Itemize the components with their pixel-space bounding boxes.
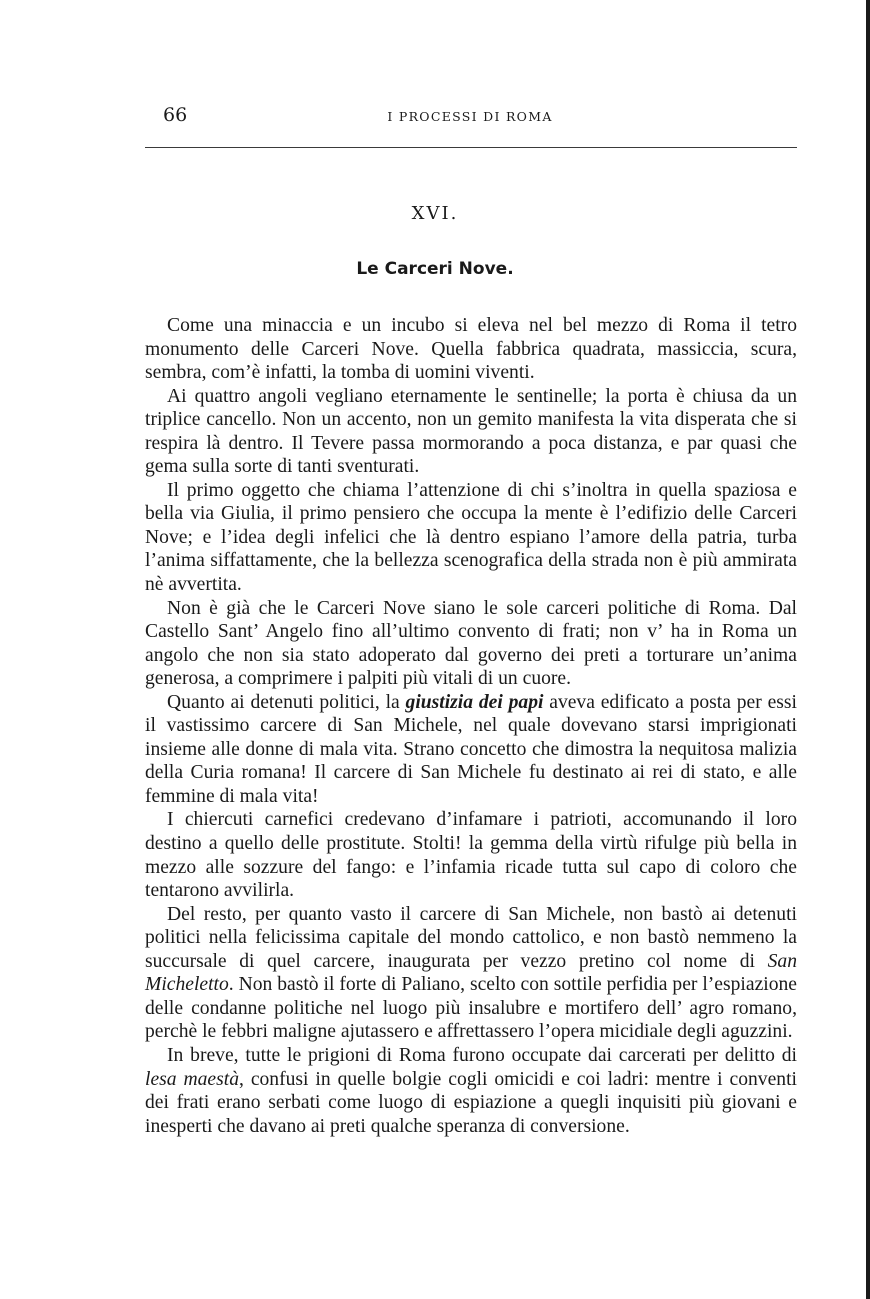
paragraph bbox=[145, 479, 797, 597]
emphasis-text: lesa maestà bbox=[145, 1068, 239, 1090]
emphasis-text: San Micheletto bbox=[145, 950, 797, 996]
emphasis-text: giustizia dei papi bbox=[405, 691, 544, 713]
body-text bbox=[145, 314, 797, 1138]
paragraph-text: Quanto ai detenuti politici, la bbox=[167, 691, 406, 713]
paragraph-text: Del resto, per quanto vasto il carcere di San Michele, non bastò ai detenuti politici nella felicissima capitale del mondo cattolico, e non bastò nemmeno la succursale di quel carcere, inaugurata per vezzo pretino col nome di bbox=[145, 903, 797, 972]
paragraph bbox=[145, 903, 797, 1044]
paragraph-text: aveva edificato a posta per essi il vastissimo carcere di San Michele, nel quale dovevano starsi imprigionati insieme alle donne di mala vita. Strano concetto che dimostra la nequitosa malizia della Curia romana! Il carcere di San Michele fu destinato ai rei di stato, e alle femmine di mala vita! bbox=[145, 691, 797, 807]
paragraph-text: Non è già che le Carceri Nove siano le sole carceri politiche di Roma. Dal Castello Sant’ Angelo fino all’ultimo convento di frati; non v’ ha in Roma un angolo che non sia stato adoperato dal governo dei preti a torturare un’anima generosa, a comprimere i palpiti più vitali di un cuore. bbox=[145, 597, 797, 690]
paragraph-text: Ai quattro angoli vegliano eternamente le sentinelle; la porta è chiusa da un triplice cancello. Non un accento, non un gemito manifesta la vita disperata che si respira là dentro. Il Tevere passa mormorando a poca distanza, e par quasi che gema sulla sorte di tanti sventurati. bbox=[145, 385, 797, 478]
paragraph bbox=[145, 385, 797, 479]
paragraph bbox=[145, 808, 797, 902]
paragraph-text: I chiercuti carnefici credevano d’infamare i patrioti, accomunando il loro destino a quello delle prostitute. Stolti! la gemma della virtù rifulge più bella in mezzo alle sozzure del fango: e l’infamia ricade tutta sul capo di coloro che tentarono avvilirla. bbox=[145, 809, 797, 902]
paragraph bbox=[145, 1044, 797, 1138]
running-title: I PROCESSI DI ROMA bbox=[387, 109, 553, 124]
paragraph bbox=[145, 597, 797, 691]
page-edge-shadow bbox=[866, 0, 870, 1299]
paragraph-text: Come una minaccia e un incubo si eleva nel bel mezzo di Roma il tetro monumento delle Carceri Nove. Quella fabbrica quadrata, massiccia, scura, sembra, com’è infatti, la tomba di uomini viventi. bbox=[145, 315, 797, 384]
paragraph-text: , confusi in quelle bolgie cogli omicidi e coi ladri: mentre i conventi dei frati erano serbati come luogo di espiazione a quegli inquisiti più giovani e inesperti che davano ai preti qualche speranza di conversione. bbox=[145, 1068, 797, 1137]
chapter-number: XVI. bbox=[411, 203, 459, 224]
paragraph bbox=[145, 691, 797, 809]
paragraph-text: Il primo oggetto che chiama l’attenzione di chi s’inoltra in quella spaziosa e bella via Giulia, il primo pensiero che occupa la mente è l’edifizio delle Carceri Nove; e l’idea degli infelici che là dentro espiano l’amore della patria, turba l’anima siffattamente, che la bellezza scenografica della strada non è più ammirata nè avvertita. bbox=[145, 479, 797, 596]
chapter-title: Le Carceri Nove. bbox=[356, 259, 514, 279]
paragraph bbox=[145, 314, 797, 385]
page-number: 66 bbox=[163, 104, 188, 126]
paragraph-text: In breve, tutte le prigioni di Roma furono occupate dai carcerati per delitto di bbox=[167, 1044, 797, 1066]
header-rule bbox=[145, 147, 797, 148]
paragraph-text: . Non bastò il forte di Paliano, scelto con sottile perfidia per l’espiazione delle condanne politiche nel luogo più insalubre e mortifero dell’ agro romano, perchè le febbri maligne ajutassero e affrettassero l’opera micidiale degli aguzzini. bbox=[145, 974, 797, 1043]
page-header bbox=[145, 104, 795, 130]
